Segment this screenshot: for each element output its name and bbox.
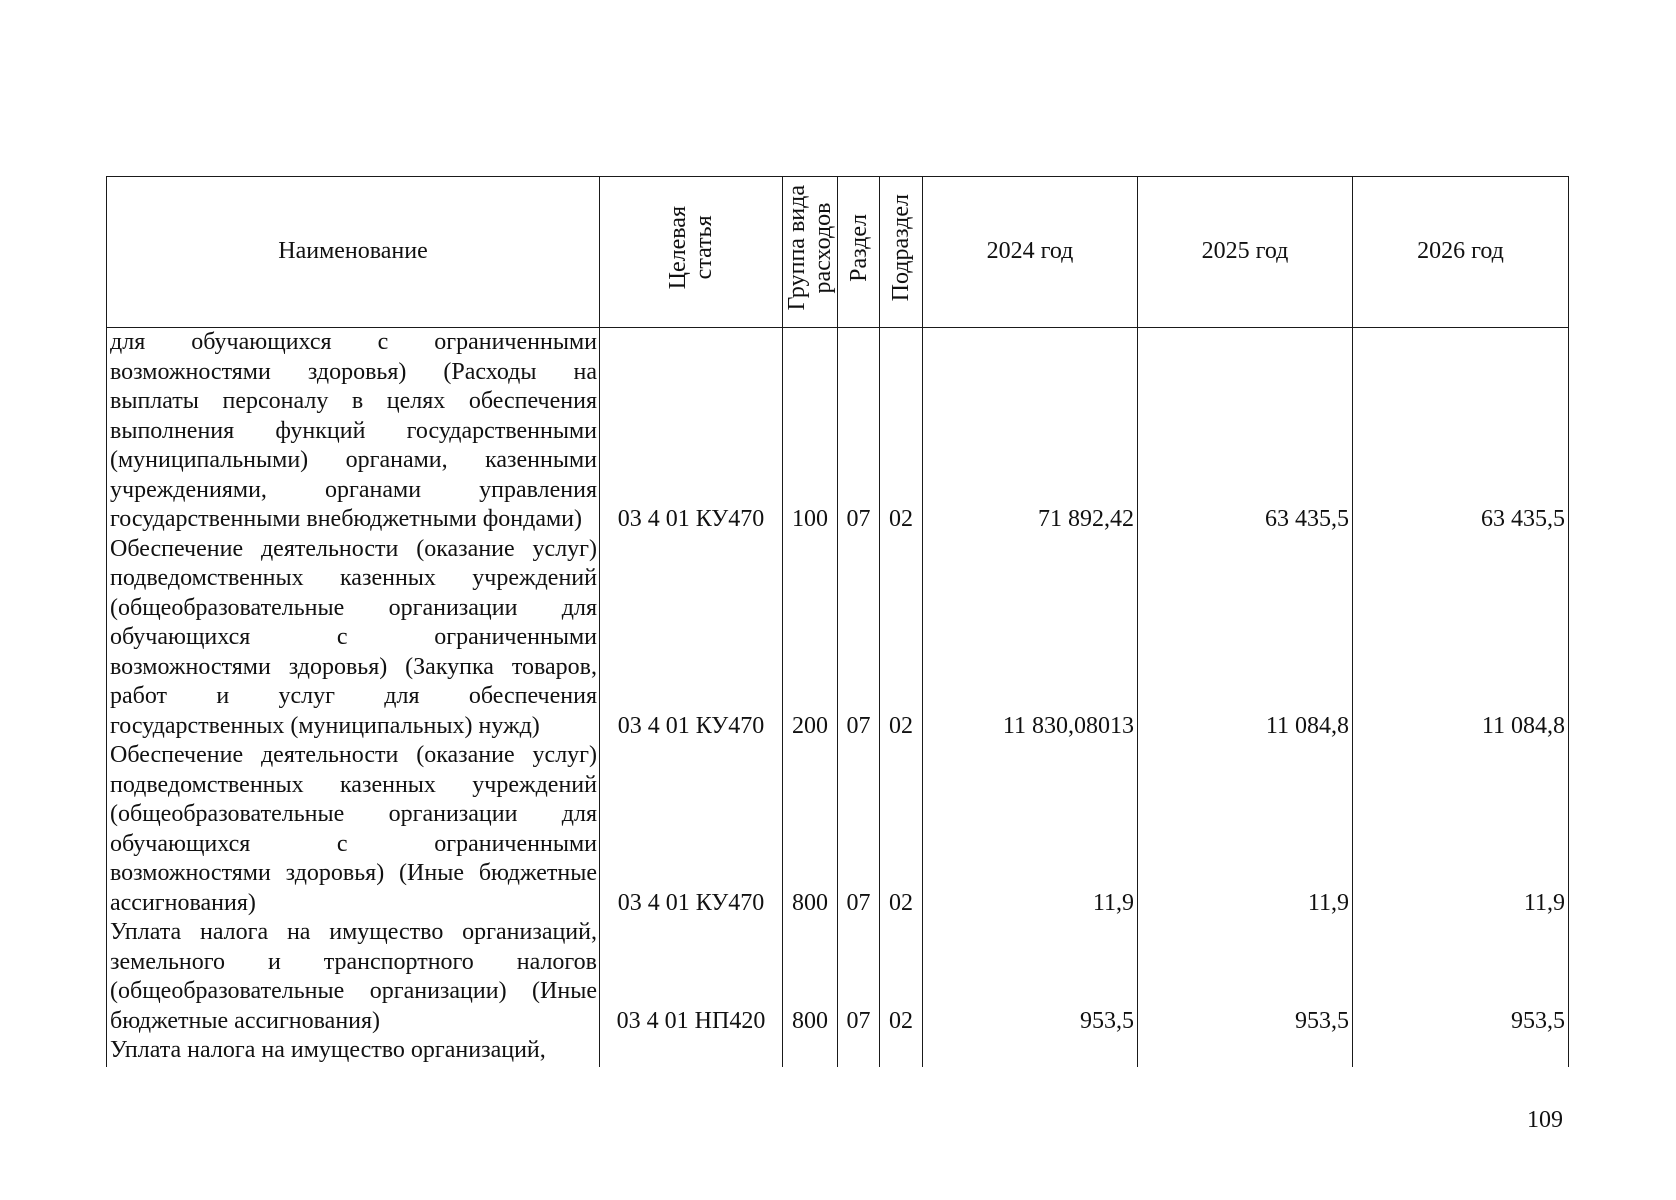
row-target-article-empty [600, 1036, 783, 1067]
row-subsection: 02 [880, 535, 923, 742]
row-value-2025: 11,9 [1138, 741, 1353, 918]
table-row-partial [107, 1036, 1569, 1067]
row-value-2024: 11,9 [923, 741, 1138, 918]
row-target-article: 03 4 01 КУ470 [600, 535, 783, 742]
row-subsection: 02 [880, 918, 923, 1036]
row-value-2026: 11 084,8 [1353, 535, 1569, 742]
row-value-2024: 11 830,08013 [923, 535, 1138, 742]
row-value-2025: 63 435,5 [1138, 328, 1353, 535]
row-name-partial: Уплата налога на имущество организаций, [107, 1036, 600, 1067]
row-section-empty [838, 1036, 880, 1067]
header-year-2024: 2024 год [923, 177, 1138, 328]
row-section: 07 [838, 535, 880, 742]
header-name: Наименование [107, 177, 600, 328]
row-value-2024: 953,5 [923, 918, 1138, 1036]
row-expense-group-empty [783, 1036, 838, 1067]
table-header-row [107, 177, 1569, 328]
header-expense-group: Группа вида расходов [783, 177, 838, 328]
table-row [107, 918, 1569, 1036]
row-value-2025: 11 084,8 [1138, 535, 1353, 742]
row-section: 07 [838, 741, 880, 918]
table-row [107, 328, 1569, 535]
row-expense-group: 100 [783, 328, 838, 535]
row-value-2026: 11,9 [1353, 741, 1569, 918]
page-number: 109 [1527, 1107, 1563, 1133]
row-value-2024: 71 892,42 [923, 328, 1138, 535]
header-target-article: Целевая статья [600, 177, 783, 328]
row-value-2026-empty [1353, 1036, 1569, 1067]
row-expense-group: 800 [783, 918, 838, 1036]
row-name: Уплата налога на имущество организаций, земельного и транспортного налогов (общеобразовательные организации) (Иные бюджетные ассигнования) [107, 918, 600, 1036]
row-section: 07 [838, 328, 880, 535]
budget-table [106, 176, 1569, 1067]
row-value-2025: 953,5 [1138, 918, 1353, 1036]
table-row [107, 535, 1569, 742]
row-expense-group: 800 [783, 741, 838, 918]
header-subsection: Подраздел [880, 177, 923, 328]
row-target-article: 03 4 01 НП420 [600, 918, 783, 1036]
header-year-2025: 2025 год [1138, 177, 1353, 328]
row-value-2024-empty [923, 1036, 1138, 1067]
row-subsection-empty [880, 1036, 923, 1067]
row-target-article: 03 4 01 КУ470 [600, 741, 783, 918]
row-subsection: 02 [880, 328, 923, 535]
row-section: 07 [838, 918, 880, 1036]
row-value-2026: 953,5 [1353, 918, 1569, 1036]
row-expense-group: 200 [783, 535, 838, 742]
header-year-2026: 2026 год [1353, 177, 1569, 328]
table-row [107, 741, 1569, 918]
row-name: Обеспечение деятельности (оказание услуг) подведомственных казенных учреждений (общеобразовательные организации для обучающихся с ограниченными возможностями здоровья) (Закупка товаров, работ и услуг для обеспечения государственных (муниципальных) нужд) [107, 535, 600, 742]
header-section: Раздел [838, 177, 880, 328]
row-name: для обучающихся с ограниченными возможностями здоровья) (Расходы на выплаты персоналу в целях обеспечения выполнения функций государственными (муниципальными) органами, казенными учреждениями, органами управления государственными внебюджетными фондами) [107, 328, 600, 535]
row-target-article: 03 4 01 КУ470 [600, 328, 783, 535]
row-value-2025-empty [1138, 1036, 1353, 1067]
row-subsection: 02 [880, 741, 923, 918]
row-name: Обеспечение деятельности (оказание услуг) подведомственных казенных учреждений (общеобразовательные организации для обучающихся с ограниченными возможностями здоровья) (Иные бюджетные ассигнования) [107, 741, 600, 918]
row-value-2026: 63 435,5 [1353, 328, 1569, 535]
